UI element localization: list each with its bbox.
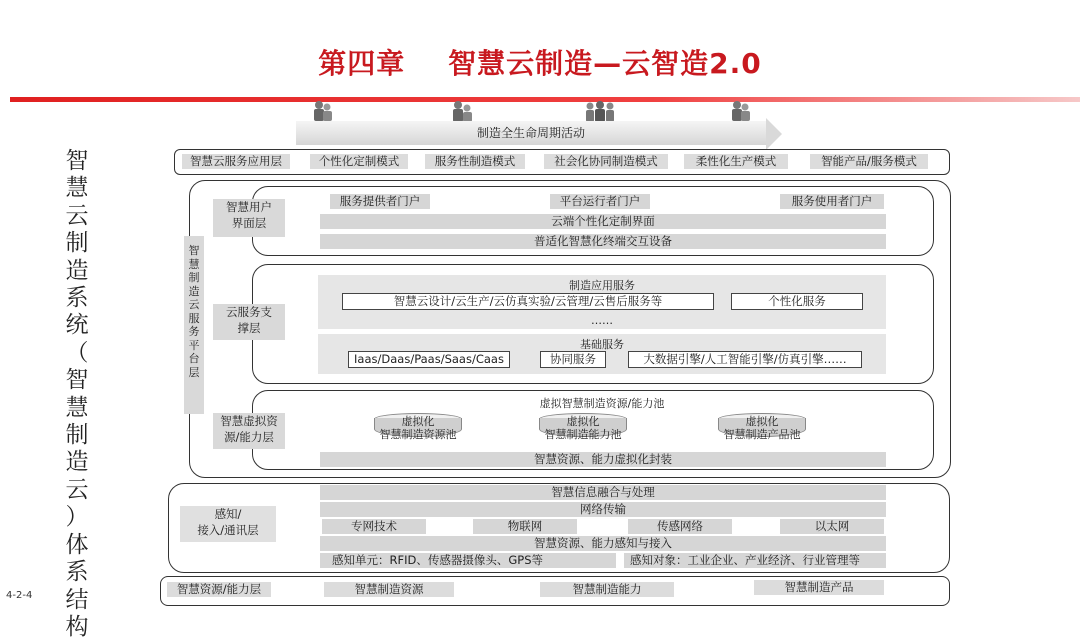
side-title-char: 智 — [65, 148, 89, 174]
virtual-pool-header: 虚拟智慧制造资源/能力池 — [539, 397, 665, 410]
app-mode-item: 服务性制造模式 — [425, 154, 525, 169]
perception-units-bar: 感知单元：RFID、传感器摄像头、GPS等 — [320, 553, 616, 568]
network-item: 传感网络 — [628, 519, 732, 534]
resource-item: 智慧制造资源 — [324, 582, 454, 597]
resource-pool-label — [358, 415, 478, 441]
ellipsis: …… — [591, 314, 613, 327]
virtual-layer-label — [213, 413, 285, 449]
platform-label-char: 造 — [188, 284, 200, 298]
capability-pool-label — [523, 415, 643, 441]
side-title-char: 云 — [65, 202, 89, 229]
network-item: 专网技术 — [322, 519, 426, 534]
lifecycle-arrow-label: 制造全生命周期活动 — [476, 126, 585, 140]
people-group-icon — [729, 100, 753, 122]
platform-label-char: 服 — [188, 311, 200, 325]
perception-layer-label-line1: 感知/ — [214, 507, 242, 521]
side-title-char: 结 — [65, 586, 89, 613]
support-layer-label-line2: 撑层 — [237, 321, 261, 335]
side-title-char: ） — [65, 504, 89, 531]
perception-layer-label-line2: 接入/通讯层 — [197, 523, 259, 537]
ui-bar-terminal: 普适化智慧化终端交互设备 — [320, 234, 886, 249]
network-bar: 网络传输 — [320, 502, 886, 517]
side-title — [60, 148, 94, 641]
perception-layer-label — [180, 506, 276, 542]
resource-layer-label: 智慧资源/能力层 — [167, 582, 271, 597]
portal-item: 服务使用者门户 — [780, 194, 884, 209]
side-title-char: 造 — [65, 449, 89, 476]
platform-label-char: 务 — [188, 325, 200, 338]
platform-label-char: 智 — [188, 244, 200, 257]
pool-line1: 虚拟化 — [401, 415, 435, 428]
page-title: 第四章 智慧云制造—云智造2.0 — [318, 47, 762, 80]
platform-label-char: 制 — [188, 271, 200, 284]
base-service-item: 大数据引擎/人工智能引擎/仿真引擎…… — [628, 351, 862, 368]
pool-line2: 智慧制造资源池 — [379, 428, 457, 441]
side-title-char: 慧 — [65, 175, 89, 202]
app-mode-item: 智能产品/服务模式 — [810, 154, 928, 169]
base-service-item: Iaas/Daas/Paas/Saas/Caas — [348, 351, 510, 368]
side-title-char: 慧 — [65, 394, 89, 421]
platform-label-char: 平 — [188, 338, 200, 352]
resource-item: 智慧制造产品 — [754, 580, 884, 595]
base-service-item: 协同服务 — [540, 351, 606, 368]
platform-label-char: 层 — [188, 365, 200, 379]
side-title-char: 系 — [65, 559, 89, 586]
app-mode-item: 社会化协同制造模式 — [544, 154, 668, 169]
app-services-title: 制造应用服务 — [569, 279, 635, 292]
side-title-char: 统 — [65, 312, 89, 339]
product-pool-label — [702, 415, 822, 441]
network-item: 以太网 — [780, 519, 884, 534]
network-item: 物联网 — [473, 519, 577, 534]
side-title-char: 云 — [65, 476, 89, 503]
title-divider — [10, 97, 1080, 102]
side-title-char: 构 — [65, 613, 89, 640]
side-title-char: 造 — [65, 257, 89, 284]
portal-item: 服务提供者门户 — [330, 194, 430, 209]
ui-layer-label-line2: 界面层 — [231, 216, 267, 230]
ui-layer-label-line1: 智慧用户 — [226, 200, 272, 214]
app-mode-item: 柔性化生产模式 — [684, 154, 788, 169]
side-title-char: 系 — [65, 285, 89, 312]
app-services-box: 智慧云设计/云生产/云仿真实验/云管理/云售后服务等 — [342, 293, 714, 310]
pool-line2: 智慧制造能力池 — [544, 428, 622, 441]
pool-line1: 虚拟化 — [745, 415, 779, 428]
platform-label-char: 云 — [188, 298, 200, 311]
personal-service-box: 个性化服务 — [731, 293, 863, 310]
lifecycle-arrow-head — [766, 118, 782, 150]
base-services-title: 基础服务 — [580, 338, 624, 351]
fusion-bar: 智慧信息融合与处理 — [320, 485, 886, 500]
access-bar: 智慧资源、能力感知与接入 — [320, 536, 886, 551]
pool-line1: 虚拟化 — [566, 415, 600, 428]
side-title-char: 体 — [65, 531, 89, 558]
perception-objects-bar: 感知对象：工业企业、产业经济、行业管理等 — [624, 553, 886, 568]
virtual-footer-bar: 智慧资源、能力虚拟化封装 — [320, 452, 886, 467]
app-mode-item: 个性化定制模式 — [310, 154, 408, 169]
app-layer-label: 智慧云服务应用层 — [182, 154, 290, 169]
platform-layer-label — [184, 236, 204, 414]
ui-layer-label — [213, 199, 285, 237]
side-title-char: 制 — [65, 422, 89, 449]
people-group-icon — [311, 100, 335, 122]
side-title-char: （ — [65, 339, 89, 366]
platform-label-char: 台 — [188, 352, 200, 365]
ui-bar-customize: 云端个性化定制界面 — [320, 214, 886, 229]
slide-number: 4-2-4 — [6, 590, 33, 601]
side-title-char: 智 — [65, 367, 89, 394]
portal-item: 平台运行者门户 — [550, 194, 650, 209]
virtual-layer-label-line2: 源/能力层 — [224, 430, 274, 444]
platform-label-char: 慧 — [188, 257, 200, 271]
resource-item: 智慧制造能力 — [540, 582, 674, 597]
side-title-char: 制 — [65, 230, 89, 257]
virtual-layer-label-line1: 智慧虚拟资 — [220, 414, 278, 428]
support-layer-label-line1: 云服务支 — [226, 305, 272, 319]
support-layer-label — [213, 304, 285, 340]
pool-line2: 智慧制造产品池 — [723, 428, 801, 441]
